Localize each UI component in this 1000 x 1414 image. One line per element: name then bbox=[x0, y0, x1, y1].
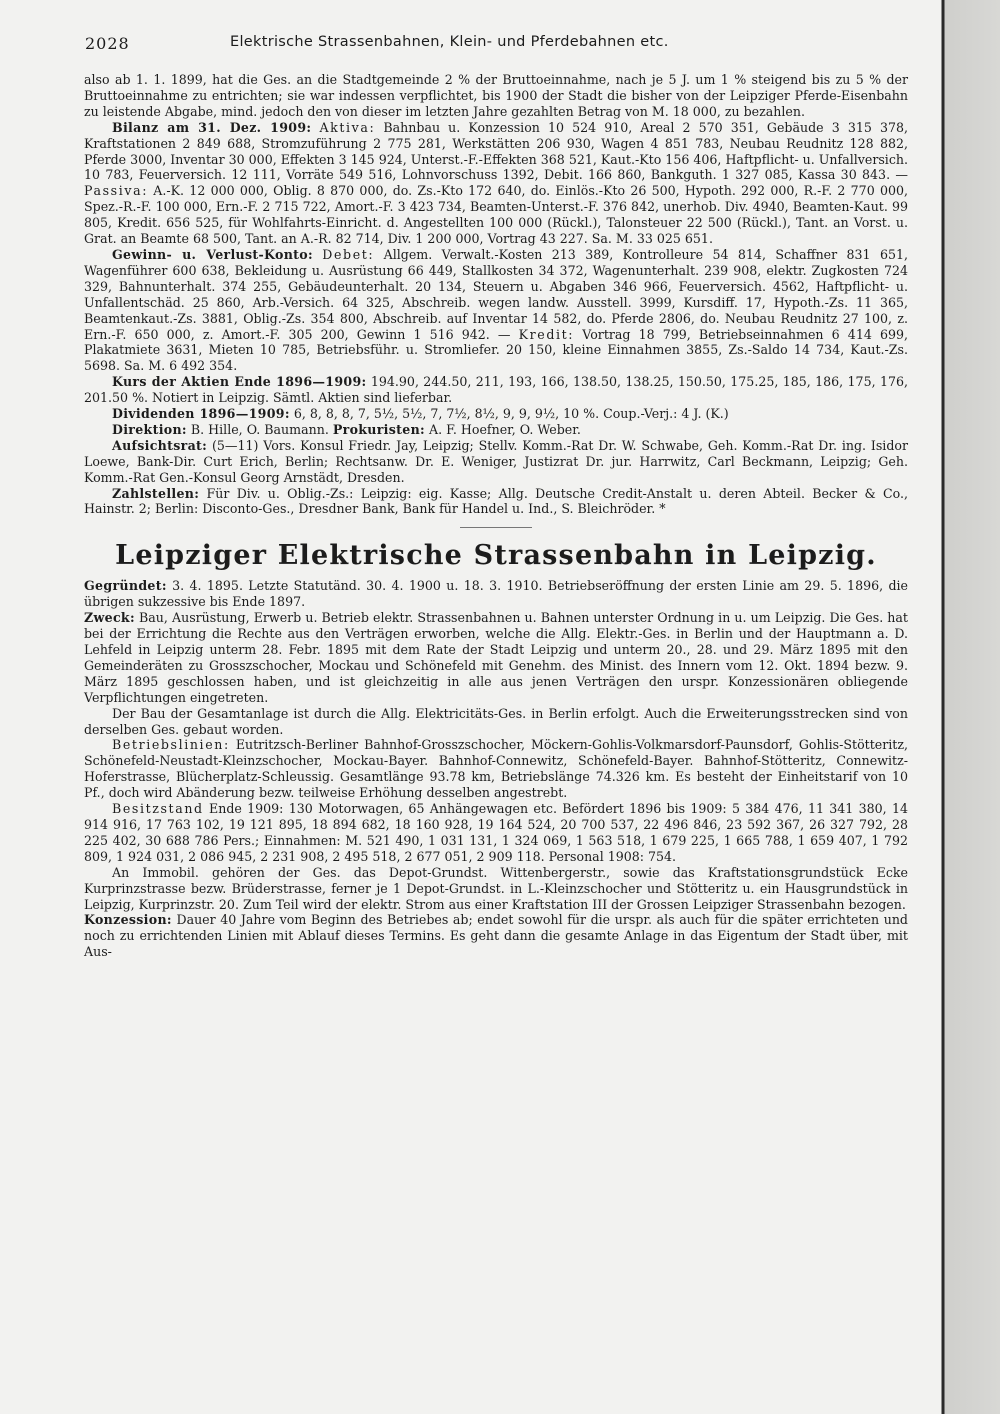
prokuristen-label: Prokuristen: bbox=[332, 421, 425, 437]
aufsichtsrat-text: (5—11) Vors. Konsul Friedr. Jay, Leipzig; Stellv. Komm.-Rat Dr. W. Schwabe, Geh. Komm.-Rat Dr. ing. Isidor Loewe, Bank-Dir. Curt Erich, Berlin; Rechtsanw. Dr. E. Weniger, Justizrat Dr. jur. Harrwitz, Carl Beckmann, Leipzig; Geh. Komm.-Rat Gen.-Konsul Georg Arnstädt, Dresden. bbox=[84, 437, 908, 485]
besitzstand-label: Besitzstand bbox=[112, 801, 204, 817]
konzession-label: Konzession: bbox=[84, 912, 172, 928]
konzession-paragraph bbox=[84, 912, 908, 960]
betriebslinien-label: Betriebslinien: bbox=[112, 737, 230, 753]
bilanz-label: Bilanz am 31. Dez. 1909: bbox=[112, 119, 312, 135]
direktion-text: B. Hille, O. Baumann. bbox=[190, 421, 329, 437]
prev-intro-text: also ab 1. 1. 1899, hat die Ges. an die Stadtgemeinde 2 % der Bruttoeinnahme, nach je 5 J. um 1 % steigend bis zu 5 % der Bruttoeinnahme zu entrichten; sie war indessen verpflichtet, bis 1900 der Stadt die bisher von der Leipziger Pferde-Eisenbahn zu leistende Abgabe, mind. jedoch den von dieser im letzten Jahre gezahlten Betrag von M. 18 000, zu bezahlen. bbox=[84, 72, 908, 119]
dividenden-text: 6, 8, 8, 8, 7, 5½, 5½, 7, 7½, 8½, 9, 9, 9½, 10 %. Coup.-Verj.: 4 J. (K.) bbox=[293, 406, 729, 422]
debet-text: Allgem. Verwalt.-Kosten 213 389, Kontrolleure 54 814, Schaffner 831 651, Wagenführer 600 638, Bekleidung u. Ausrüstung 66 449, Stallkosten 34 372, Wagenunterhalt. 239 908, elektr. Zugkosten 724 329, Bahnunterhalt. 374 255, Gebäudeunterhalt. 20 134, Steuern u. Abgaben 346 966, Feuerversich. 4562, Haftpflicht- u. Unfallentschäd. 25 860, Arb.-Versich. 64 325, Abschreib. wegen landw. Ausstell. 3999, Kursdiff. 17, Hypoth.-Zs. 11 365, Beamtenkaut.-Zs. 3881, Oblig.-Zs. 354 800, Abschreib. auf Inventar 14 582, do. Pferde 2806, do. Neubau Reudnitz 27 100, z. Ern.-F. 650 000, z. Amort.-F. 305 200, Gewinn 1 516 942. — bbox=[84, 246, 908, 342]
direktion-paragraph bbox=[84, 422, 908, 438]
gegruendet-paragraph bbox=[84, 578, 908, 610]
debet-label: Debet: bbox=[322, 246, 375, 262]
zweck-text: Bau, Ausrüstung, Erwerb u. Betrieb elektr. Strassenbahnen u. Bahnen unterster Ordnung in u. um Leipzig. Die Ges. hat bei der Errichtung die Rechte aus den Verträgen erworben, welche die Allg. Elektr.-Ges. in Berlin und der Hauptmann a. D. Lehfeld in Leipzig unterm 28. Febr. 1895 mit dem Rate der Stadt Leipzig und unterm 20., 28. und 29. März 1895 mit den Gemeinderäten zu Grosszschocher, Mockau und Schönefeld mit Genehm. des Minist. des Innern vom 12. Okt. 1894 bezw. 9. März 1895 geschlossen haben, und ist gleichzeitig in alle aus jenen Verträgen den urspr. Konzessionären obliegende Verpflichtungen eingetreten. bbox=[84, 610, 908, 705]
zahlstellen-text: Für Div. u. Oblig.-Zs.: Leipzig: eig. Kasse; Allg. Deutsche Credit-Anstalt u. deren Abteil. Becker & Co., Hainstr. 2; Berlin: Disconto-Ges., Dresdner Bank, Bank für Handel u. Ind., S. Bleichröder. * bbox=[84, 485, 908, 517]
kurs-label: Kurs der Aktien Ende 1896—1909: bbox=[112, 374, 367, 390]
kredit-label: Kredit: bbox=[518, 326, 575, 342]
bau-paragraph bbox=[84, 706, 908, 738]
page-edge-shadow bbox=[935, 0, 1000, 1414]
zweck-paragraph bbox=[84, 610, 908, 705]
passiva-text: A.-K. 12 000 000, Oblig. 8 870 000, do. Zs.-Kto 172 640, do. Einlös.-Kto 26 500, Hypoth. 292 000, R.-F. 2 770 000, Spez.-R.-F. 100 000, Ern.-F. 2 715 722, Amort.-F. 3 423 734, Beamten-Unterst.-F. 376 842, unerhob. Div. 4940, Beamten-Kaut. 99 805, Kredit. 656 525, für Wohlfahrts-Einricht. d. Angestellten 100 000 (Rückl.), Talonsteuer 22 500 (Rückl.), Tant. an Vorst. u. Grat. an Beamte 68 500, Tant. an A.-R. 82 714, Div. 1 200 000, Vortrag 43 227. Sa. M. 33 025 651. bbox=[84, 183, 908, 247]
dividenden-label: Dividenden 1896—1909: bbox=[112, 406, 290, 422]
zweck-label: Zweck: bbox=[84, 610, 135, 626]
direktion-label: Direktion: bbox=[112, 421, 187, 437]
betriebslinien-text: Eutritzsch-Berliner Bahnhof-Grosszschocher, Möckern-Gohlis-Volkmarsdorf-Paunsdorf, Gohlis-Stötteritz, Schönefeld-Neustadt-Kleinzschocher, Mockau-Bayer. Bahnhof-Connewitz, Schönefeld-Bayer. Bahnhof-Stötteritz, Connewitz-Hoferstrasse, Blücherplatz-Schleussig. Gesamtlänge 93.78 km, Betriebslänge 74.326 km. Es besteht der Einheitstarif von 10 Pf., doch wird Abänderung bezw. teilweise Erhöhung desselben angestrebt. bbox=[84, 737, 908, 801]
besitzstand-paragraph bbox=[84, 801, 908, 865]
aufsichtsrat-label: Aufsichtsrat: bbox=[112, 437, 208, 453]
gegruendet-label: Gegründet: bbox=[84, 578, 167, 594]
passiva-label: Passiva: bbox=[84, 183, 149, 199]
guv-paragraph bbox=[84, 247, 908, 374]
aktiva-label: Aktiva: bbox=[319, 119, 376, 135]
guv-label: Gewinn- u. Verlust-Konto: bbox=[112, 246, 313, 262]
bilanz-paragraph bbox=[84, 120, 908, 247]
running-header bbox=[85, 34, 915, 58]
page-number: 2028 bbox=[85, 34, 130, 53]
prokuristen-text: A. F. Hoefner, O. Weber. bbox=[429, 421, 581, 437]
dividenden-paragraph bbox=[84, 406, 908, 422]
kredit-text: Vortrag 18 799, Betriebseinnahmen 6 414 699, Plakatmiete 3631, Mieten 10 785, Betriebsführ. u. Stromliefer. 20 150, kleine Einnahmen 3855, Zs.-Saldo 14 734, Kaut.-Zs. 5698. Sa. M. 6 492 354. bbox=[84, 326, 909, 374]
bilanz-text: Bahnbau u. Konzession 10 524 910, Areal 2 570 351, Gebäude 3 315 378, Kraftstationen 2 849 688, Stromzuführung 2 775 281, Werkstätten 206 930, Wagen 4 851 783, Neubau Reudnitz 128 882, Pferde 3000, Inventar 30 000, Effekten 3 145 924, Unterst.-F.-Effekten 368 521, Kaut.-Kto 156 406, Haftpflicht- u. Unfallversich. 10 783, Feuerversich. 12 111, Vorräte 549 516, Lohnvorschuss 1392, Debit. 166 860, Bankguth. 1 327 085, Kassa 30 843. — bbox=[84, 119, 908, 183]
gegruendet-text: 3. 4. 1895. Letzte Statutänd. 30. 4. 1900 u. 18. 3. 1910. Betriebseröffnung der ersten Linie am 29. 5. 1896, die übrigen sukzessive bis Ende 1897. bbox=[84, 578, 908, 610]
page-body bbox=[84, 72, 908, 960]
bau-text: Der Bau der Gesamtanlage ist durch die Allg. Elektricitäts-Ges. in Berlin erfolgt. Auch die Erweiterungsstrecken sind von derselben Ges. gebaut worden. bbox=[84, 705, 908, 737]
kurs-text: 194.90, 244.50, 211, 193, 166, 138.50, 138.25, 150.50, 175.25, 185, 186, 175, 176, 201.50 %. Notiert in Leipzig. Sämtl. Aktien sind lieferbar. bbox=[84, 374, 908, 406]
besitzstand-text: Ende 1909: 130 Motorwagen, 65 Anhängewagen etc. Befördert 1896 bis 1909: 5 384 476, 11 341 380, 14 914 916, 17 763 102, 19 121 895, 18 894 682, 18 160 928, 19 164 524, 20 700 537, 22 496 846, 23 592 367, 26 327 792, 28 225 402, 30 688 786 Pers.; Einnahmen: M. 521 490, 1 031 131, 1 324 069, 1 563 518, 1 679 225, 1 665 788, 1 659 407, 1 792 809, 1 924 031, 2 086 945, 2 231 908, 2 495 518, 2 677 051, 2 909 118. Personal 1908: 754. bbox=[84, 801, 908, 864]
kurs-paragraph bbox=[84, 374, 908, 406]
aufsichtsrat-paragraph bbox=[84, 438, 908, 486]
konzession-text: Dauer 40 Jahre vom Beginn des Betriebes ab; endet sowohl für die urspr. als auch für die später errichteten und noch zu errichtenden Linien mit Ablauf dieses Termins. Es geht dann die gesamte Anlage in das Eigentum der Stadt über, mit Aus- bbox=[84, 912, 908, 960]
running-title: Elektrische Strassenbahnen, Klein- und Pferdebahnen etc. bbox=[230, 34, 669, 50]
zahlstellen-label: Zahlstellen: bbox=[112, 485, 200, 501]
section-divider bbox=[460, 527, 532, 528]
immobil-text: An Immobil. gehören der Ges. das Depot-Grundst. Wittenbergerstr., sowie das Kraftstationsgrundstück Ecke Kurprinzstrasse bezw. Brüderstrasse, ferner je 1 Depot-Grundst. in L.-Kleinzschocher und Stötteritz u. ein Hausgrundstück in Leipzig, Kurprinzstr. 20. Zum Teil wird der elektr. Strom aus einer Kraftstation III der Grossen Leipziger Strassenbahn bezogen. bbox=[84, 864, 908, 912]
betriebslinien-paragraph bbox=[84, 737, 908, 801]
section-title: Leipziger Elektrische Strassenbahn in Leipzig. bbox=[115, 540, 877, 572]
prev-intro-paragraph bbox=[84, 72, 908, 120]
zahlstellen-paragraph bbox=[84, 486, 908, 518]
immobil-paragraph bbox=[84, 865, 908, 913]
